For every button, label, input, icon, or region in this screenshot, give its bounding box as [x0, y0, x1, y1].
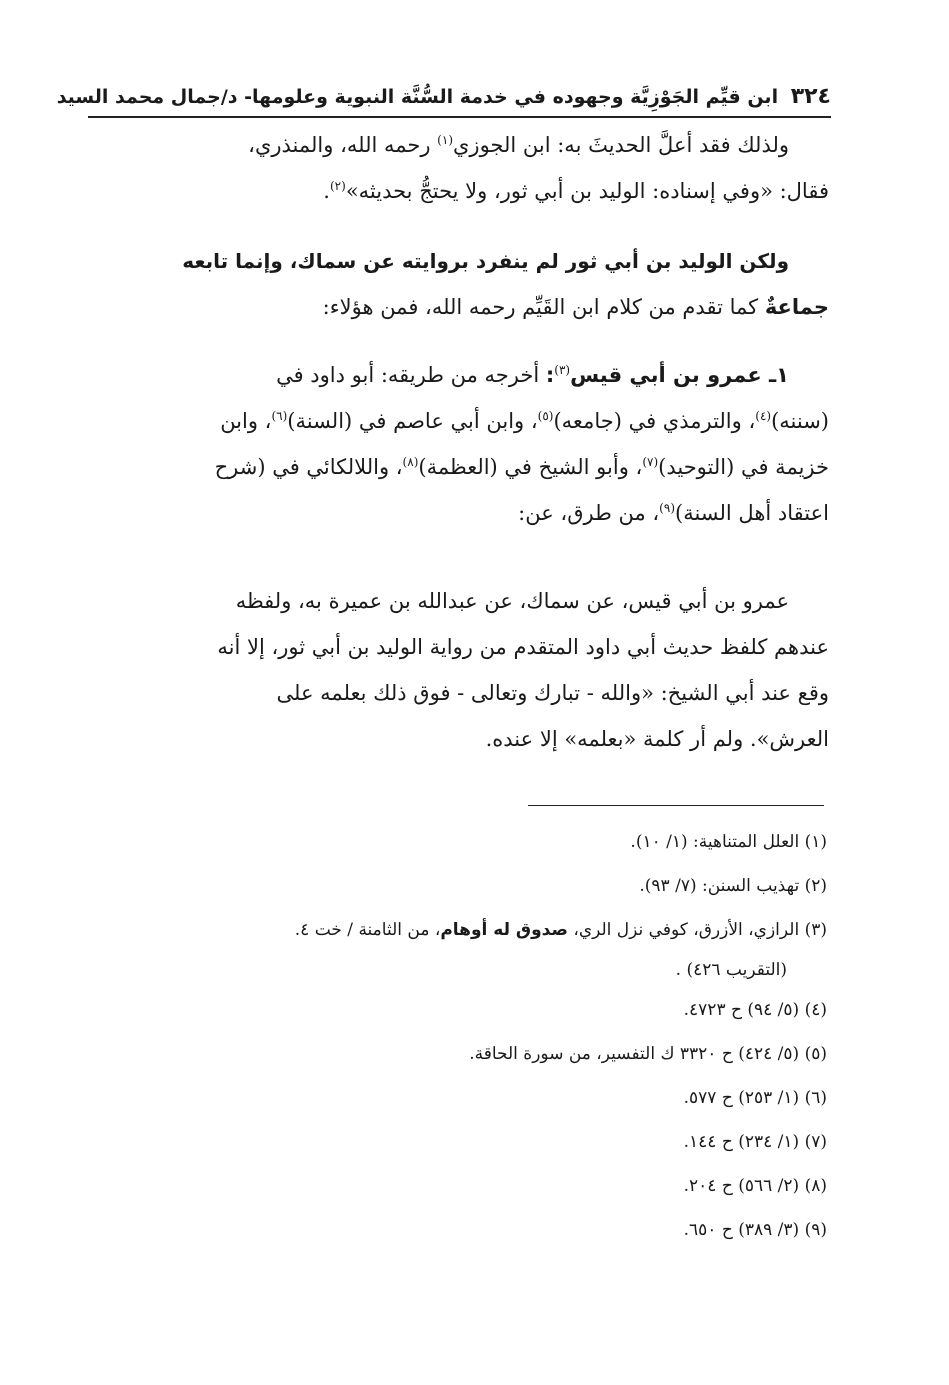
footnote-ref: (٩): [659, 501, 675, 515]
text-run: كما تقدم من كلام ابن القَيِّم رحمه الله، فمن هؤلاء:: [322, 295, 765, 319]
text-run: أخرجه من طريقه: أبو داود في: [276, 363, 546, 387]
bold-run: :: [545, 363, 555, 387]
footnote-3: [100, 908, 827, 952]
text-line: ولكن الوليد بن أبي ثور لم ينفرد بروايته عن سماك، وإنما تابعه: [182, 249, 789, 273]
paragraph-2: [100, 238, 829, 330]
footnote-3-continuation: (التقريب ٤٢٦) .: [675, 960, 787, 980]
footnote-4: (٤) (٥/ ٩٤) ح ٤٧٢٣.: [683, 1000, 827, 1020]
footnote-ref: (١): [437, 133, 453, 147]
text-run: ، وابن: [220, 409, 272, 433]
text-run: ولذلك فقد أعلَّ الحديثَ به: ابن الجوزي: [453, 133, 789, 157]
text-run: (سننه): [771, 409, 829, 433]
paragraph-1: [100, 122, 829, 214]
footnotes: [100, 820, 827, 1252]
footnote-5: (٥) (٥/ ٤٢٤) ح ٣٣٢٠ ك التفسير، من سورة الحاقة.: [469, 1044, 827, 1064]
paragraph-3: [100, 352, 829, 536]
running-header: [56, 80, 831, 114]
text-run: ، والترمذي في (جامعه): [553, 409, 756, 433]
text-run: خزيمة في (التوحيد): [658, 455, 829, 479]
text-run: .: [323, 179, 330, 203]
text-run: (٣) الرازي، الأزرق، كوفي نزل الري،: [567, 920, 827, 940]
footnote-ref: (٨): [402, 455, 419, 469]
text-line: [100, 352, 829, 398]
footnote-7: (٧) (١/ ٢٣٤) ح ١٤٤.: [683, 1132, 827, 1152]
footnote-9: (٩) (٣/ ٣٨٩) ح ٦٥٠.: [683, 1220, 827, 1240]
footnote-ref: (٧): [642, 455, 659, 469]
footnote-ref: (٣): [554, 363, 571, 377]
text-run: ، وأبو الشيخ في (العظمة): [418, 455, 643, 479]
bold-run: صدوق له أوهام: [440, 920, 568, 940]
text-line: وقع عند أبي الشيخ: «والله - تبارك وتعالى - فوق ذلك بعلمه على: [276, 681, 829, 705]
text-run: ، من طرق، عن:: [518, 501, 660, 525]
footnote-8: (٨) (٢/ ٥٦٦) ح ٢٠٤.: [683, 1176, 827, 1196]
footnote-separator: [528, 805, 824, 806]
text-run: فقال: «وفي إسناده: الوليد بن أبي ثور، ولا يحتجُّ بحديثه»: [345, 179, 829, 203]
footnote-ref: (٤): [755, 409, 772, 423]
text-line: [100, 122, 829, 168]
text-run: رحمه الله، والمنذري،: [248, 133, 438, 157]
text-line: [100, 444, 829, 490]
text-line: [100, 490, 829, 536]
text-line: [100, 168, 829, 214]
text-line: [100, 284, 829, 330]
text-run: ، من الثامنة / خت ٤.: [294, 920, 441, 940]
paragraph-4: [100, 578, 829, 762]
footnote-2: (٢) تهذيب السنن: (٧/ ٩٣).: [639, 876, 827, 896]
footnote-ref: (٢): [329, 179, 346, 193]
running-title: ابن قيِّم الجَوْزِيَّة وجهوده في خدمة السُّنَّة النبوية وعلومها- د/جمال محمد السيد: [56, 86, 779, 108]
footnote-6: (٦) (١/ ٢٥٣) ح ٥٧٧.: [683, 1088, 827, 1108]
text-run: ، واللالكائي في (شرح: [214, 455, 403, 479]
text-run: اعتقاد أهل السنة): [675, 501, 829, 525]
footnote-ref: (٥): [537, 409, 554, 423]
footnote-ref: (٦): [271, 409, 288, 423]
text-run: ، وابن أبي عاصم في (السنة): [287, 409, 538, 433]
page-number: ٣٢٤: [790, 84, 831, 109]
text-line: [100, 398, 829, 444]
bold-run: ١ـ عمرو بن أبي قيس: [570, 363, 789, 387]
footnote-1: (١) العلل المتناهية: (١/ ١٠).: [630, 832, 827, 852]
text-line: عمرو بن أبي قيس، عن سماك، عن عبدالله بن عميرة به، ولفظه: [235, 589, 789, 613]
text-line: عندهم كلفظ حديث أبي داود المتقدم من رواية الوليد بن أبي ثور، إلا أنه: [217, 635, 829, 659]
header-rule: [88, 116, 831, 118]
bold-run: جماعةٌ: [764, 295, 829, 319]
text-line: العرش». ولم أر كلمة «بعلمه» إلا عنده.: [485, 727, 829, 751]
